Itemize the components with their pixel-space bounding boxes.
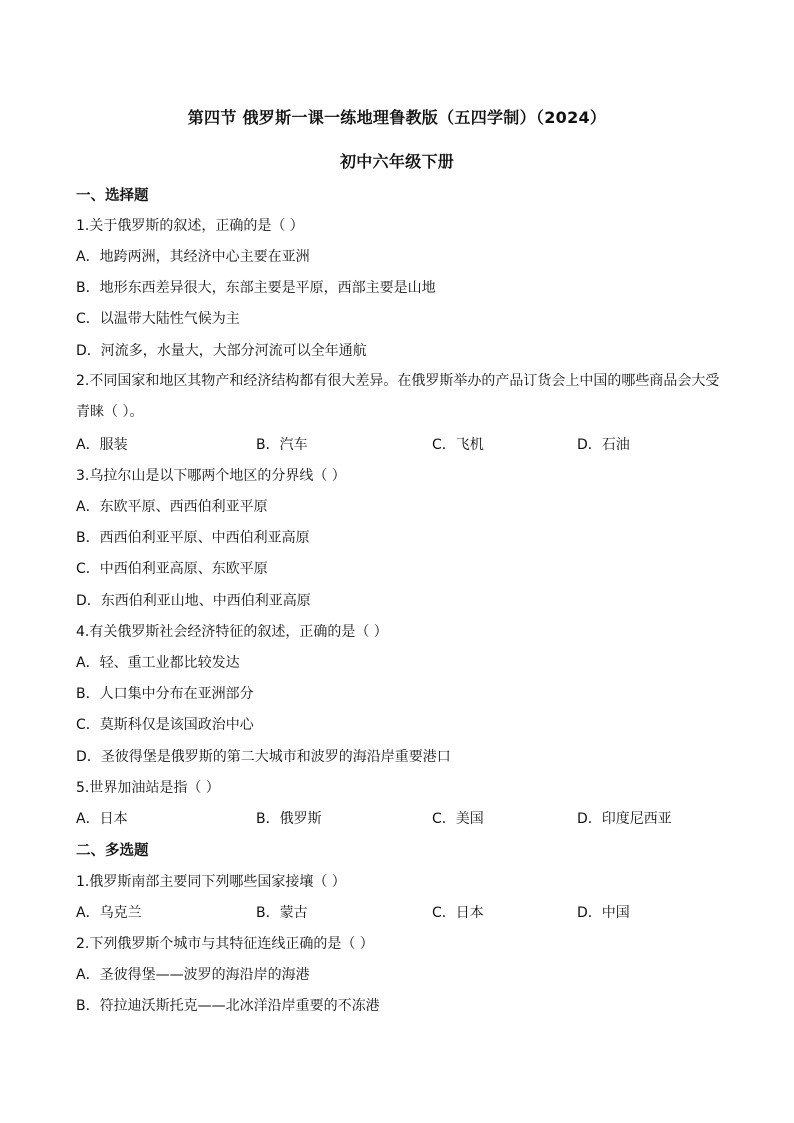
question-option: C．以温带大陆性气候为主 bbox=[76, 311, 240, 327]
question-option: B．蒙古 bbox=[256, 905, 308, 921]
question-option: B．地形东西差异很大，东部主要是平原，西部主要是山地 bbox=[76, 280, 436, 296]
question-option: B．西西伯利亚平原、中西伯利亚高原 bbox=[76, 530, 310, 546]
question-stem: 5.世界加油站是指（ ） bbox=[76, 780, 220, 796]
question-stem: 1.俄罗斯南部主要同下列哪些国家接壤（ ） bbox=[76, 874, 346, 890]
question-option: A．乌克兰 bbox=[76, 905, 142, 921]
question-stem: 1.关于俄罗斯的叙述，正确的是（ ） bbox=[76, 218, 304, 234]
question-option: A．日本 bbox=[76, 811, 128, 827]
question-option: A．东欧平原、西西伯利亚平原 bbox=[76, 499, 268, 515]
question-option: D．石油 bbox=[577, 437, 630, 453]
question-option: C．中西伯利亚高原、东欧平原 bbox=[76, 561, 268, 577]
document-title: 第四节 俄罗斯一课一练地理鲁教版（五四学制）（2024） bbox=[187, 108, 607, 127]
question-option: D．河流多，水量大，大部分河流可以全年通航 bbox=[76, 343, 367, 359]
question-option: C．美国 bbox=[432, 811, 484, 827]
question-option: B．汽车 bbox=[256, 437, 308, 453]
question-option: D．中国 bbox=[577, 905, 630, 921]
question-option: A．轻、重工业都比较发达 bbox=[76, 655, 240, 671]
question-option: D．印度尼西亚 bbox=[577, 811, 672, 827]
question-option: A．服装 bbox=[76, 437, 128, 453]
section-heading-multi: 二、多选题 bbox=[76, 843, 149, 859]
question-option: B．符拉迪沃斯托克——北冰洋沿岸重要的不冻港 bbox=[76, 998, 380, 1014]
question-stem: 4.有关俄罗斯社会经济特征的叙述，正确的是（ ） bbox=[76, 624, 388, 640]
question-option: C．飞机 bbox=[432, 437, 484, 453]
question-option: C．莫斯科仅是该国政治中心 bbox=[76, 717, 254, 733]
question-option: A．地跨两洲，其经济中心主要在亚洲 bbox=[76, 249, 310, 265]
question-option: B．俄罗斯 bbox=[256, 811, 322, 827]
section-heading-choice: 一、选择题 bbox=[76, 188, 149, 204]
question-option: B．人口集中分布在亚洲部分 bbox=[76, 686, 254, 702]
question-option: A．圣彼得堡——波罗的海沿岸的海港 bbox=[76, 967, 310, 983]
question-stem: 2.不同国家和地区其物产和经济结构都有很大差异。在俄罗斯举办的产品订货会上中国的哪些商品会大受青睐（ ）。 bbox=[76, 373, 720, 420]
question-option: D．圣彼得堡是俄罗斯的第二大城市和波罗的海沿岸重要港口 bbox=[76, 749, 451, 765]
document-subtitle: 初中六年级下册 bbox=[339, 152, 455, 171]
question-option: C．日本 bbox=[432, 905, 484, 921]
question-option: D．东西伯利亚山地、中西伯利亚高原 bbox=[76, 593, 311, 609]
question-stem: 2.下列俄罗斯个城市与其特征连线正确的是（ ） bbox=[76, 936, 374, 952]
question-stem: 3.乌拉尔山是以下哪两个地区的分界线（ ） bbox=[76, 468, 346, 484]
